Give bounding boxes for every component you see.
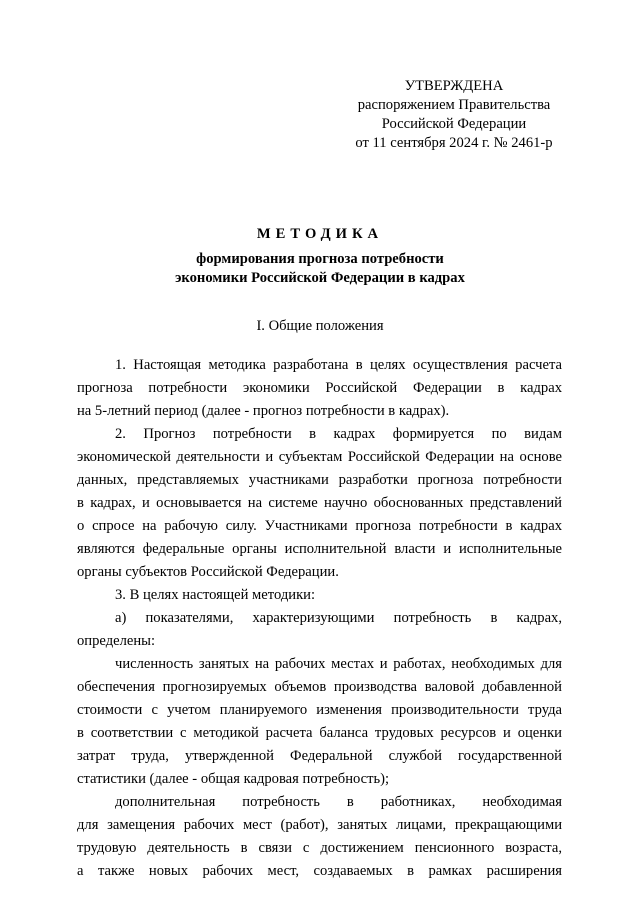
text-line: статистики (далее - общая кадровая потребность); [77,771,390,787]
document-title: МЕТОДИКА [256,226,384,242]
text-line: в соответствии с методикой расчета баланса трудовых ресурсов и оценки [77,725,562,741]
text-line: о спросе на рабочую силу. Участниками прогноза потребности в кадрах [77,518,562,534]
text-line: органы субъектов Российской Федерации. [77,564,339,580]
text-line: стоимости с учетом планируемого изменения производительности труда [77,702,562,718]
text-line: определены: [77,633,156,649]
text-line: на 5-летний период (далее - прогноз потребности в кадрах). [77,403,450,419]
text-line: дополнительная потребность в работниках, необходимая [115,794,562,810]
text-line: а) показателями, характеризующими потребность в кадрах, [115,610,562,626]
text-line: данных, представляемых участниками разработки прогноза потребности [77,472,562,488]
text-line: прогноза потребности экономики Российской Федерации в кадрах [77,380,562,396]
text-line: 3. В целях настоящей методики: [115,587,316,603]
text-line: экономической деятельности и субъектам Российской Федерации на основе [77,449,562,465]
text-line: 2. Прогноз потребности в кадрах формируется по видам [115,426,562,442]
approval-date: от 11 сентября 2024 г. № 2461-р [355,135,553,151]
text-line: а также новых рабочих мест, создаваемых в рамках расширения [77,863,562,879]
text-line: 1. Настоящая методика разработана в целях осуществления расчета [115,357,562,373]
text-line: в кадрах, и основывается на системе научно обоснованных представлений [77,495,562,511]
text-line: являются федеральные органы исполнительной власти и исполнительные [77,541,562,557]
text-line: затрат труда, утвержденной Федеральной службой государственной [77,748,562,764]
text-line: для замещения рабочих мест (работ), занятых лицами, прекращающими [77,817,562,833]
approval-title: УТВЕРЖДЕНА [404,78,504,94]
text-line: трудовую деятельность в связи с достижением пенсионного возраста, [77,840,562,856]
text-line: обеспечения прогнозируемых объемов производства валовой добавленной [77,679,562,695]
approval-stamp [334,77,574,153]
approval-line: Российской Федерации [381,116,527,132]
text-line: численность занятых на рабочих местах и работах, необходимых для [115,656,562,672]
approval-line: распоряжением Правительства [357,97,551,113]
section-heading: I. Общие положения [256,318,384,334]
subtitle-line: экономики Российской Федерации в кадрах [175,270,465,286]
subtitle-line: формирования прогноза потребности [196,251,444,267]
document-body [77,354,562,883]
document-subtitle [0,250,640,288]
